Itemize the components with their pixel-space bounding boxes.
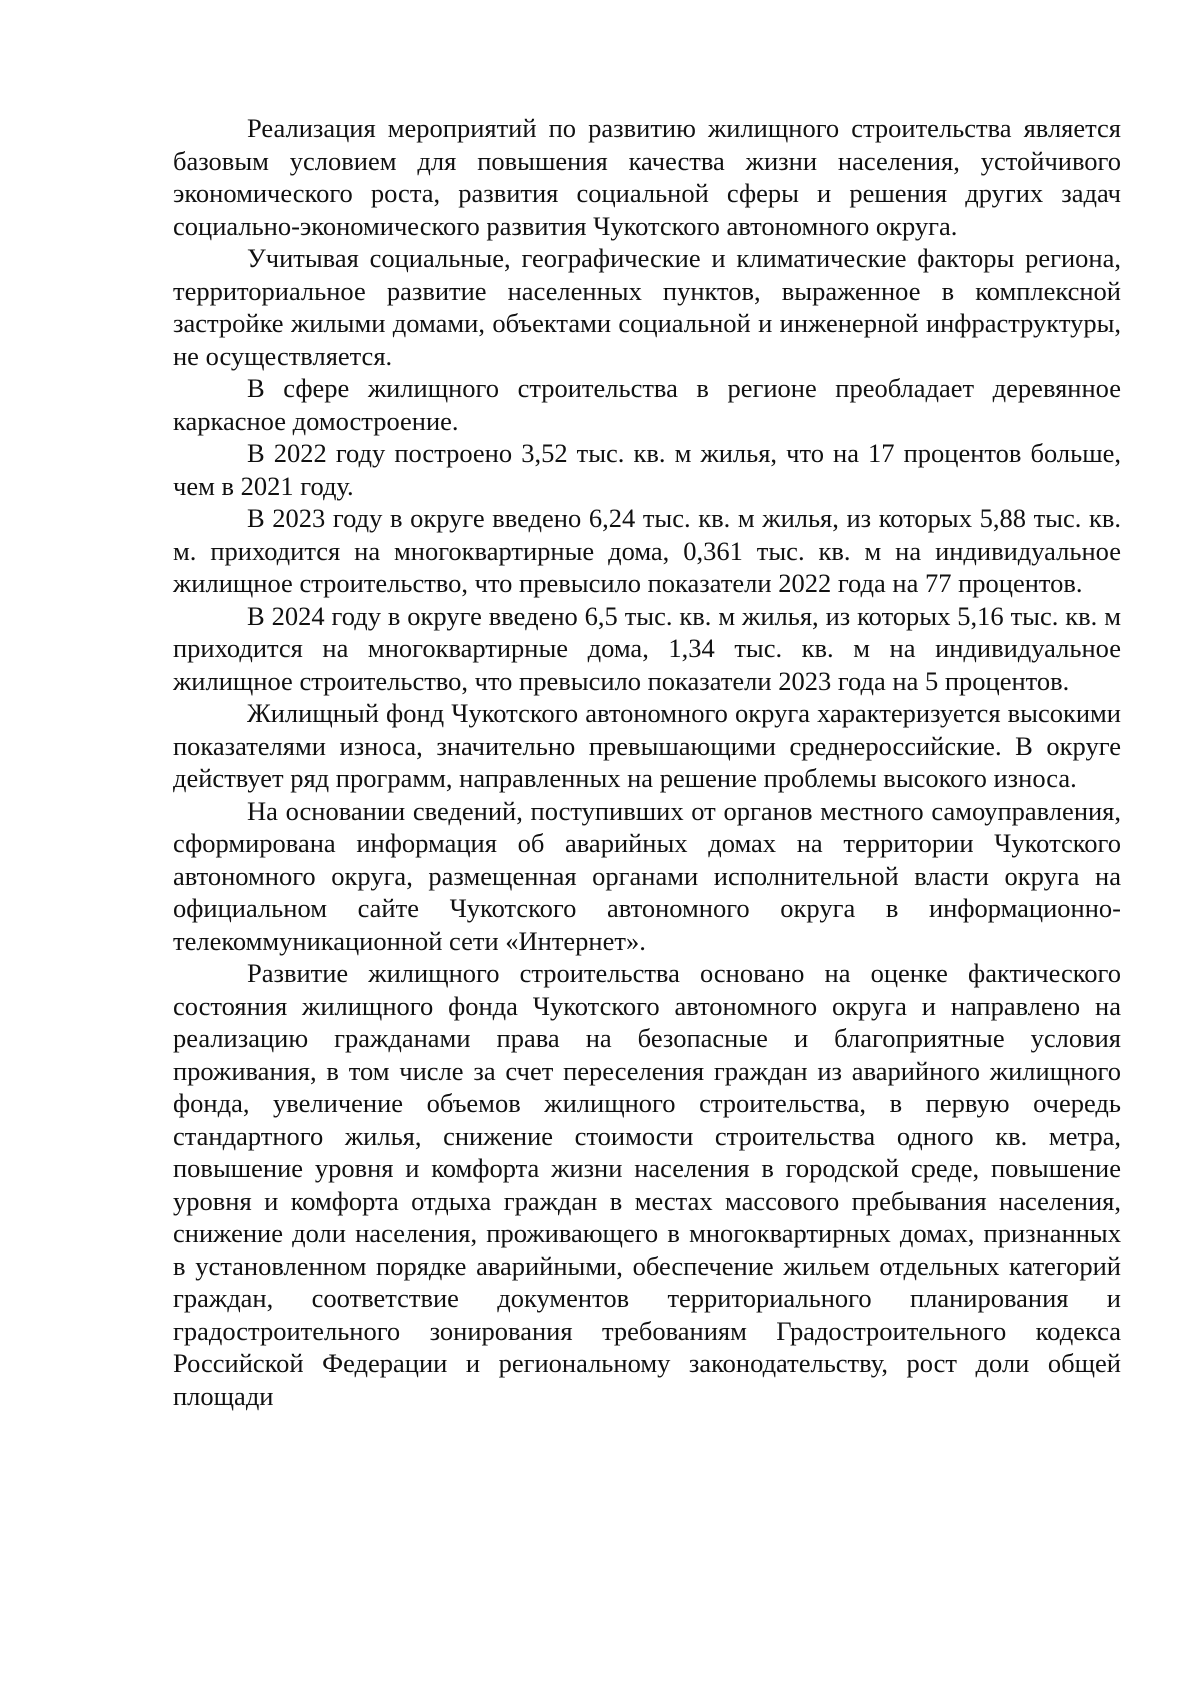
paragraph-housing-2023: В 2023 году в округе введено 6,24 тыс. кв. м жилья, из которых 5,88 тыс. кв. м. приходится на многоквартирные дома, 0,361 тыс. кв. м на индивидуальное жилищное строительство, что превысило показатели 2022 года на 77 процентов.	[173, 503, 1121, 598]
paragraph-emergency-houses: На основании сведений, поступивших от органов местного самоуправления, сформирована информация об аварийных домах на территории Чукотского автономного округа, размещенная органами исполнительной власти округа на официальном сайте Чукотского автономного округа в информационно-телекоммуникационной сети «Интернет».	[173, 795, 1121, 956]
paragraph-wooden-frame-construction: В сфере жилищного строительства в регионе преобладает деревянное каркасное домостроение.	[173, 373, 1121, 436]
paragraph-housing-2022: В 2022 году построено 3,52 тыс. кв. м жилья, что на 17 процентов больше, чем в 2021 году.	[173, 438, 1121, 501]
document-body	[173, 112, 1121, 1412]
paragraph-housing-construction-measures: Реализация мероприятий по развитию жилищного строительства является базовым условием для повышения качества жизни населения, устойчивого экономического роста, развития социальной сферы и решения других задач социально-экономического развития Чукотского автономного округа.	[173, 113, 1121, 241]
paragraph-housing-wear: Жилищный фонд Чукотского автономного округа характеризуется высокими показателями износа, значительно превышающими среднероссийские. В округе действует ряд программ, направленных на решение проблемы высокого износа.	[173, 698, 1121, 793]
paragraph-housing-2024: В 2024 году в округе введено 6,5 тыс. кв. м жилья, из которых 5,16 тыс. кв. м приходится на многоквартирные дома, 1,34 тыс. кв. м на индивидуальное жилищное строительство, что превысило показатели 2023 года на 5 процентов.	[173, 600, 1121, 696]
paragraph-regional-factors: Учитывая социальные, географические и климатические факторы региона, территориальное развитие населенных пунктов, выраженное в комплексной застройке жилыми домами, объектами социальной и инженерной инфраструктуры, не осуществляется.	[173, 243, 1121, 371]
paragraph-development-goals: Развитие жилищного строительства основано на оценке фактического состояния жилищного фонда Чукотского автономного округа и направлено на реализацию гражданами права на безопасные и благоприятные условия проживания, в том числе за счет переселения граждан из аварийного жилищного фонда, увеличение объемов жилищного строительства, в первую очередь стандартного жилья, снижение стоимости строительства одного кв. метра, повышение уровня и комфорта жизни населения в городской среде, повышение уровня и комфорта отдыха граждан в местах массового пребывания населения, снижение доли населения, проживающего в многоквартирных домах, признанных в установленном порядке аварийными, обеспечение жильем отдельных категорий граждан, соответствие документов территориального планирования и градостроительного зонирования требованиям Градостроительного кодекса Российской Федерации и региональному законодательству, рост доли общей площади	[173, 958, 1121, 1411]
